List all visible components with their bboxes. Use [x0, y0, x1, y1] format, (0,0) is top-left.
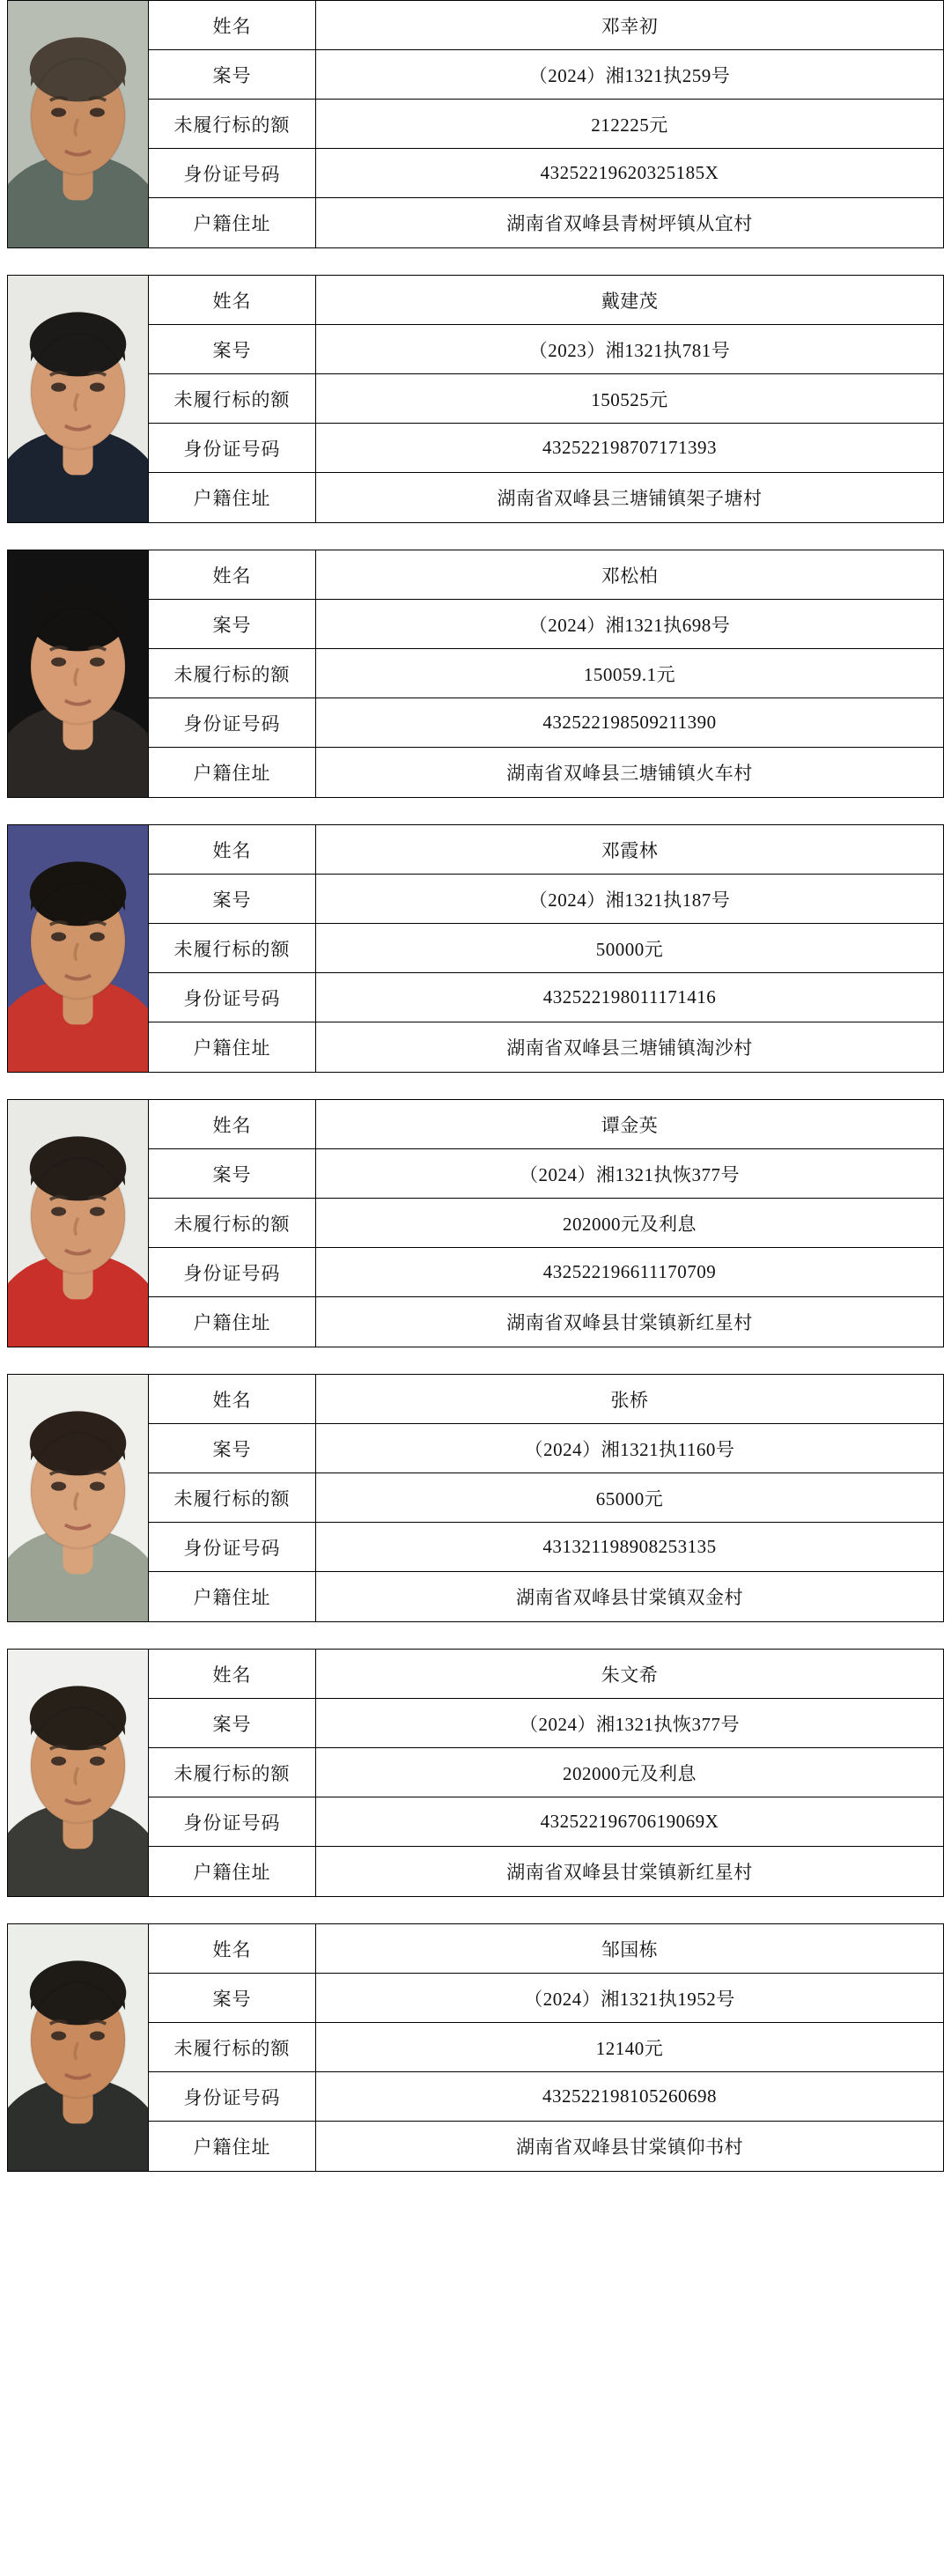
photo-cell	[8, 550, 149, 797]
debtor-info-table	[149, 1650, 943, 1896]
label-amount: 未履行标的额	[149, 2023, 316, 2071]
table-row-name	[149, 1924, 943, 1974]
label-name: 姓名	[149, 1100, 316, 1148]
portrait-photo	[8, 1650, 148, 1896]
value-name: 谭金英	[601, 1114, 659, 1136]
debtor-info-table	[149, 825, 943, 1072]
table-row-case-no	[149, 50, 943, 100]
value-id-no: 431321198908253135	[542, 1536, 717, 1557]
table-row-name	[149, 1650, 943, 1699]
label-case-no: 案号	[149, 1424, 316, 1473]
debtor-info-table	[149, 1375, 943, 1621]
table-row-case-no	[149, 600, 943, 649]
table-row-amount	[149, 374, 943, 424]
value-address: 湖南省双峰县甘棠镇双金村	[516, 1587, 743, 1608]
table-row-amount	[149, 1748, 943, 1797]
photo-cell	[8, 1650, 149, 1896]
debtor-entry	[7, 275, 944, 523]
value-case-no: （2024）湘1321执1952号	[524, 1988, 735, 2010]
table-row-amount	[149, 1473, 943, 1523]
label-amount: 未履行标的额	[149, 1473, 316, 1522]
photo-cell	[8, 825, 149, 1072]
table-row-address	[149, 198, 943, 247]
portrait-photo	[8, 550, 148, 797]
table-row-id-no	[149, 1797, 943, 1847]
photo-cell	[8, 1924, 149, 2171]
value-name: 张桥	[610, 1389, 649, 1411]
debtor-entry	[7, 1923, 944, 2172]
value-id-no: 432522198011171416	[542, 986, 717, 1008]
value-address: 湖南省双峰县三塘铺镇架子塘村	[497, 488, 763, 509]
portrait-photo	[8, 1375, 148, 1621]
value-case-no: （2024）湘1321执187号	[528, 889, 731, 911]
table-row-address	[149, 1572, 943, 1621]
value-name: 邓松柏	[601, 565, 659, 587]
table-row-name	[149, 1375, 943, 1424]
value-name: 戴建茂	[601, 290, 659, 312]
value-address: 湖南省双峰县青树坪镇从宜村	[506, 213, 753, 234]
value-id-no: 43252219620325185X	[540, 162, 719, 183]
label-amount: 未履行标的额	[149, 649, 316, 698]
label-id-no: 身份证号码	[149, 149, 316, 197]
label-case-no: 案号	[149, 1149, 316, 1198]
table-row-id-no	[149, 1523, 943, 1572]
table-row-amount	[149, 649, 943, 698]
label-name: 姓名	[149, 1375, 316, 1423]
table-row-amount	[149, 2023, 943, 2072]
table-row-address	[149, 1022, 943, 1072]
debtor-info-table	[149, 1, 943, 247]
table-row-name	[149, 1, 943, 50]
value-address: 湖南省双峰县三塘铺镇火车村	[506, 763, 753, 784]
table-row-id-no	[149, 2072, 943, 2122]
table-row-name	[149, 550, 943, 600]
value-id-no: 43252219670619069X	[540, 1811, 719, 1832]
label-case-no: 案号	[149, 600, 316, 648]
table-row-id-no	[149, 973, 943, 1022]
value-id-no: 432522198105260698	[542, 2085, 717, 2107]
photo-cell	[8, 1, 149, 247]
table-row-id-no	[149, 698, 943, 748]
value-amount: 202000元及利息	[563, 1213, 697, 1235]
value-name: 邓霞林	[601, 839, 659, 861]
debtor-info-table	[149, 1100, 943, 1347]
label-amount: 未履行标的额	[149, 374, 316, 423]
label-id-no: 身份证号码	[149, 1523, 316, 1571]
value-id-no: 432522198509211390	[542, 712, 717, 733]
label-id-no: 身份证号码	[149, 1248, 316, 1296]
label-amount: 未履行标的额	[149, 1199, 316, 1247]
table-row-case-no	[149, 1699, 943, 1748]
label-name: 姓名	[149, 550, 316, 599]
label-name: 姓名	[149, 1650, 316, 1698]
portrait-photo	[8, 1100, 148, 1347]
value-amount: 202000元及利息	[563, 1762, 697, 1784]
value-amount: 212225元	[591, 114, 668, 136]
label-case-no: 案号	[149, 1974, 316, 2022]
debtor-entry	[7, 550, 944, 798]
photo-cell	[8, 1100, 149, 1347]
table-row-address	[149, 2122, 943, 2171]
label-name: 姓名	[149, 1, 316, 49]
photo-cell	[8, 1375, 149, 1621]
debtor-info-table	[149, 550, 943, 797]
label-id-no: 身份证号码	[149, 698, 316, 747]
debtor-entry	[7, 1374, 944, 1622]
label-address: 户籍住址	[149, 1022, 316, 1072]
value-case-no: （2024）湘1321执恢377号	[520, 1713, 740, 1735]
value-case-no: （2024）湘1321执259号	[528, 64, 731, 86]
label-amount: 未履行标的额	[149, 100, 316, 148]
photo-cell	[8, 276, 149, 522]
value-amount: 65000元	[595, 1487, 664, 1509]
label-case-no: 案号	[149, 325, 316, 373]
value-name: 朱文希	[601, 1664, 659, 1686]
label-address: 户籍住址	[149, 2122, 316, 2171]
label-id-no: 身份证号码	[149, 2072, 316, 2121]
debtor-entry	[7, 1099, 944, 1347]
debtor-info-table	[149, 1924, 943, 2171]
debtor-info-table	[149, 276, 943, 522]
debtor-entry	[7, 0, 944, 248]
value-id-no: 432522198707171393	[542, 437, 717, 458]
value-amount: 12140元	[595, 2037, 664, 2059]
value-name: 邹国栋	[601, 1938, 659, 1960]
table-row-amount	[149, 100, 943, 149]
value-case-no: （2024）湘1321执698号	[528, 614, 731, 636]
label-address: 户籍住址	[149, 1572, 316, 1621]
table-row-address	[149, 748, 943, 797]
table-row-case-no	[149, 1424, 943, 1473]
portrait-photo	[8, 1, 148, 247]
value-amount: 150059.1元	[583, 663, 676, 685]
label-case-no: 案号	[149, 1699, 316, 1747]
label-amount: 未履行标的额	[149, 924, 316, 972]
label-name: 姓名	[149, 1924, 316, 1973]
label-id-no: 身份证号码	[149, 973, 316, 1022]
table-row-amount	[149, 1199, 943, 1248]
value-amount: 50000元	[595, 938, 664, 960]
debtor-entry	[7, 824, 944, 1073]
value-id-no: 432522196611170709	[542, 1261, 717, 1282]
table-row-name	[149, 1100, 943, 1149]
value-case-no: （2023）湘1321执781号	[528, 339, 731, 361]
table-row-id-no	[149, 1248, 943, 1297]
label-case-no: 案号	[149, 50, 316, 99]
value-case-no: （2024）湘1321执1160号	[524, 1438, 735, 1460]
portrait-photo	[8, 825, 148, 1072]
value-address: 湖南省双峰县甘棠镇新红星村	[506, 1312, 753, 1333]
label-id-no: 身份证号码	[149, 424, 316, 472]
table-row-address	[149, 473, 943, 522]
label-address: 户籍住址	[149, 1847, 316, 1896]
table-row-case-no	[149, 1974, 943, 2023]
value-amount: 150525元	[591, 388, 668, 410]
label-address: 户籍住址	[149, 198, 316, 247]
label-address: 户籍住址	[149, 1297, 316, 1347]
table-row-case-no	[149, 325, 943, 374]
portrait-photo	[8, 276, 148, 522]
label-case-no: 案号	[149, 875, 316, 923]
value-name: 邓幸初	[601, 15, 659, 37]
value-case-no: （2024）湘1321执恢377号	[520, 1163, 740, 1185]
table-row-name	[149, 276, 943, 325]
label-amount: 未履行标的额	[149, 1748, 316, 1797]
table-row-id-no	[149, 424, 943, 473]
label-address: 户籍住址	[149, 473, 316, 522]
value-address: 湖南省双峰县甘棠镇新红星村	[506, 1862, 753, 1883]
table-row-address	[149, 1847, 943, 1896]
table-row-name	[149, 825, 943, 875]
label-address: 户籍住址	[149, 748, 316, 797]
label-name: 姓名	[149, 276, 316, 324]
table-row-case-no	[149, 875, 943, 924]
label-name: 姓名	[149, 825, 316, 874]
portrait-photo	[8, 1924, 148, 2171]
label-id-no: 身份证号码	[149, 1797, 316, 1846]
table-row-amount	[149, 924, 943, 973]
debtor-entry	[7, 1649, 944, 1897]
table-row-address	[149, 1297, 943, 1347]
value-address: 湖南省双峰县甘棠镇仰书村	[516, 2137, 743, 2158]
value-address: 湖南省双峰县三塘铺镇淘沙村	[506, 1037, 753, 1059]
table-row-id-no	[149, 149, 943, 198]
table-row-case-no	[149, 1149, 943, 1199]
